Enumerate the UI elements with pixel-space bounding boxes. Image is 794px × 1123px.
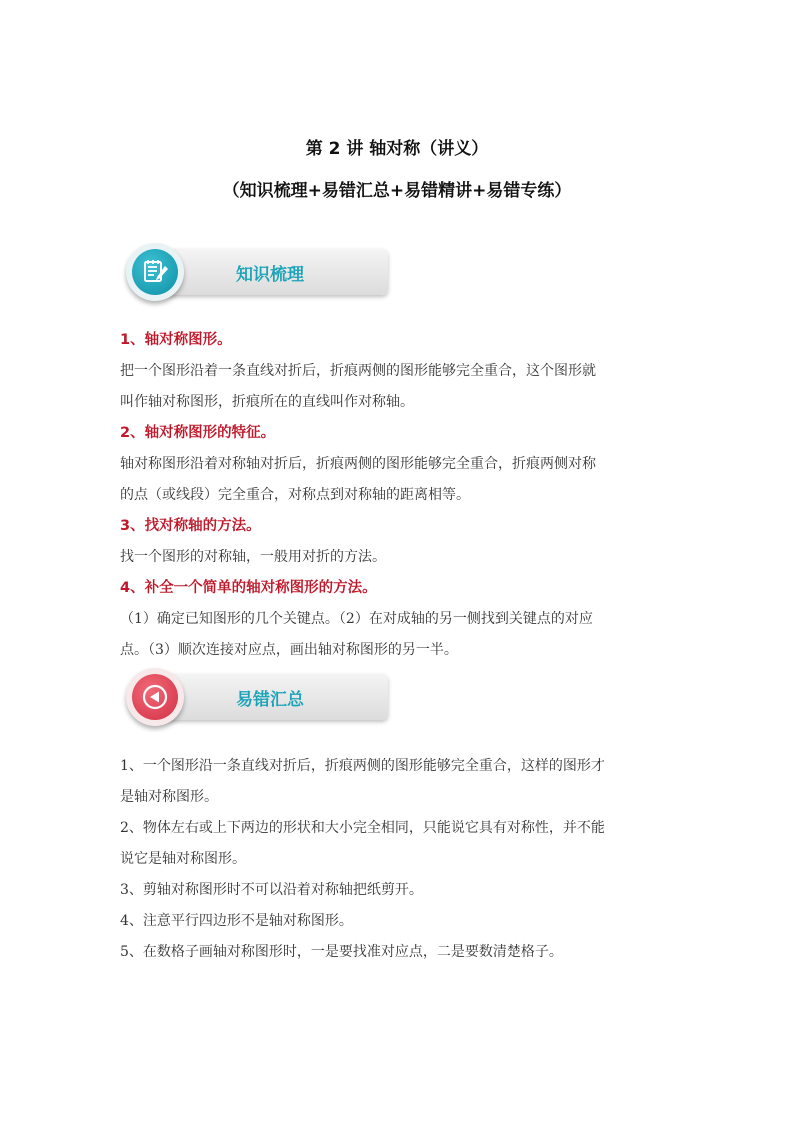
- section-errors-content: [120, 751, 680, 968]
- item-line: （1）确定已知图形的几个关键点。（2）在对成轴的另一侧找到关键点的对应: [120, 611, 593, 627]
- page-subtitle: （知识梳理+易错汇总+易错精讲+易错专练）: [222, 181, 572, 201]
- item-line: 2、物体左右或上下两边的形状和大小完全相同，只能说它具有对称性，并不能: [120, 820, 605, 836]
- banner-circle: [126, 243, 184, 301]
- item-line: 把一个图形沿着一条直线对折后，折痕两侧的图形能够完全重合，这个图形就: [120, 363, 596, 379]
- section-banner-errors: [122, 672, 390, 722]
- item-line: 点。（3）顺次连接对应点，画出轴对称图形的另一半。: [120, 642, 458, 658]
- item-line: 3、剪轴对称图形时不可以沿着对称轴把纸剪开。: [120, 882, 423, 898]
- item-line: 5、在数格子画轴对称图形时，一是要找准对应点，二是要数清楚格子。: [120, 944, 563, 960]
- item-heading: 3、找对称轴的方法。: [120, 518, 261, 534]
- section-knowledge-content: [120, 325, 680, 666]
- banner-circle: [126, 668, 184, 726]
- play-left-icon: [132, 674, 178, 720]
- item-heading: 4、补全一个简单的轴对称图形的方法。: [120, 580, 377, 596]
- banner-bar: [150, 674, 388, 720]
- section-banner-knowledge: [122, 247, 390, 297]
- item-line: 轴对称图形沿着对称轴对折后，折痕两侧的图形能够完全重合，折痕两侧对称: [120, 456, 596, 472]
- item-line: 4、注意平行四边形不是轴对称图形。: [120, 913, 353, 929]
- page-title: 第 2 讲 轴对称（讲义）: [305, 139, 489, 159]
- banner-label: 知识梳理: [236, 265, 304, 285]
- item-line: 说它是轴对称图形。: [120, 851, 246, 867]
- item-line: 1、一个图形沿一条直线对折后，折痕两侧的图形能够完全重合，这样的图形才: [120, 758, 605, 774]
- item-line: 找一个图形的对称轴，一般用对折的方法。: [120, 549, 386, 565]
- item-line: 是轴对称图形。: [120, 789, 218, 805]
- banner-bar: [150, 249, 388, 295]
- banner-label: 易错汇总: [236, 690, 304, 710]
- notepad-pencil-icon: [132, 249, 178, 295]
- item-line: 叫作轴对称图形，折痕所在的直线叫作对称轴。: [120, 394, 414, 410]
- item-heading: 1、轴对称图形。: [120, 332, 232, 348]
- item-line: 的点（或线段）完全重合，对称点到对称轴的距离相等。: [120, 487, 470, 503]
- item-heading: 2、轴对称图形的特征。: [120, 425, 276, 441]
